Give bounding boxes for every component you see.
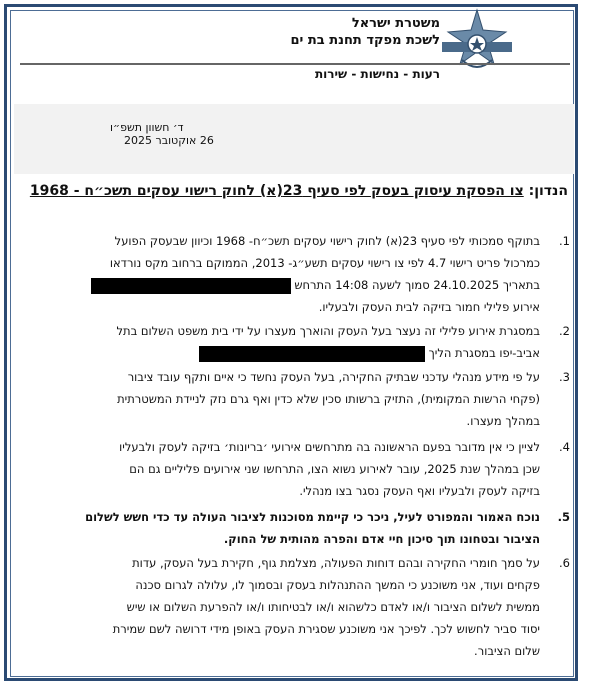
paragraph-1 [26,230,570,318]
paragraph-line: (פקחי הרשות המקומית), התזיק ברשותו סכין שלא כדין ואף גרם נזק לניידת המשטרתית [117,392,540,406]
paragraph-5 [26,506,570,550]
paragraph-line: ממשית לשלום הציבור ו/או לאדם כלשהוא ו/או לבטיחותו ו/או להפרעת השלום או שיש [126,600,540,614]
paragraph-line: במסגרת אירוע פלילי זה נעצר בעל העסק והוארך מעצרו על ידי בית משפט השלום בתל [116,324,540,338]
police-emblem-icon [436,8,518,78]
paragraph-line: פקחים ועוד, אני משוכנע כי המשך ההתנהלות בעסק ובסמוך לו, עלולה לגרום סכנה [135,578,540,592]
paragraph-line [26,274,540,296]
paragraph-line: כמרכול פריט רישוי 4.7 לפי צו רישוי עסקים תשע״ג- 2013, הממוקם ברחוב מקס נורדאו [109,256,540,270]
motto: רעות - נחישות - שירות [314,67,440,81]
redaction-bar [91,278,291,294]
paragraph-line: הציבור ובטחונו תוך סיכון חיי אדם והפרה מהותית של החוק. [223,532,540,546]
paragraph-line-text: אביב-יפו במסגרת הליך [428,346,540,360]
paragraph-line [26,342,540,364]
date-gregorian: 26 אוקטובר 2025 [124,134,214,147]
redaction-bar [199,346,425,362]
subject-text: צו הפסקת עיסוק בעסק לפי סעיף 23(א) לחוק רישוי עסקים תשכ״ח - 1968 [29,183,524,199]
background-band [14,104,574,174]
letterhead [20,12,570,82]
paragraph-line: שלום הציבור. [474,644,540,658]
org-name: משטרת ישראל [351,16,440,31]
paragraph-number: 6. [559,556,570,570]
paragraph-3 [26,366,570,432]
paragraph-line: על פי מידע מנהלי עדכני שבתיק החקירה, בעל העסק נחשד כי איים ותקף עובד ציבור [127,370,540,384]
paragraph-line-text: בתאריך 24.10.2025 סמוך לשעה 14:08 התרחש [294,278,540,292]
paragraph-line: בזיקה לעסק ולבעליו ואף העסק נסגר בצו מנהלי. [299,484,540,498]
paragraph-line: נוכח האמור והמפורט לעיל, ניכר כי קיימת מסוכנות לציבור העולה עד כדי חשש לשלום [85,510,540,524]
paragraph-line: במהלך מעצרו. [466,414,540,428]
paragraph-line: יסוד סביר לחשוש לכך. לפיכך אני משוכנע שסגירת העסק באופן מידי דרושה לשם שמירת [112,622,540,636]
subject-label: הנדון: [528,183,568,199]
paragraph-number: 5. [557,510,570,524]
paragraph-line: אירוע פלילי חמור בזיקה לבית העסק ולבעליו. [318,300,540,314]
paragraph-number: 3. [559,370,570,384]
paragraph-line: על סמך חומרי החקירה ובהם דוחות הפעולה, מצלמת גוף, חקירת בעל העסק, עדות [132,556,540,570]
paragraph-4 [26,436,570,502]
paragraph-line: לציין כי אין מדובר בפעם הראשונה בה מתרחשים אירועי ׳בריונות׳ בזיקה לעסק ולבעליו [119,440,540,454]
org-unit: לשכת מפקד תחנת בת ים [290,33,440,48]
paragraph-number: 2. [559,324,570,338]
subject-line [28,181,568,201]
paragraph-line: בתוקף סמכותי לפי סעיף 23(א) לחוק רישוי עסקים תשכ״ח- 1968 וכיוון שבעסק הפועל [114,234,540,248]
header-divider [20,63,570,65]
paragraph-line: שכן במהלך שנת 2025, עובר לאירוע נשוא הצו, התרחשו שני אירועים פליליים גם הם [129,462,540,476]
paragraph-6 [26,552,570,662]
date-hebrew: ד׳ חשוון תשפ״ו [110,121,184,134]
paragraph-number: 4. [559,440,570,454]
paragraph-2 [26,320,570,364]
paragraph-number: 1. [559,234,570,248]
